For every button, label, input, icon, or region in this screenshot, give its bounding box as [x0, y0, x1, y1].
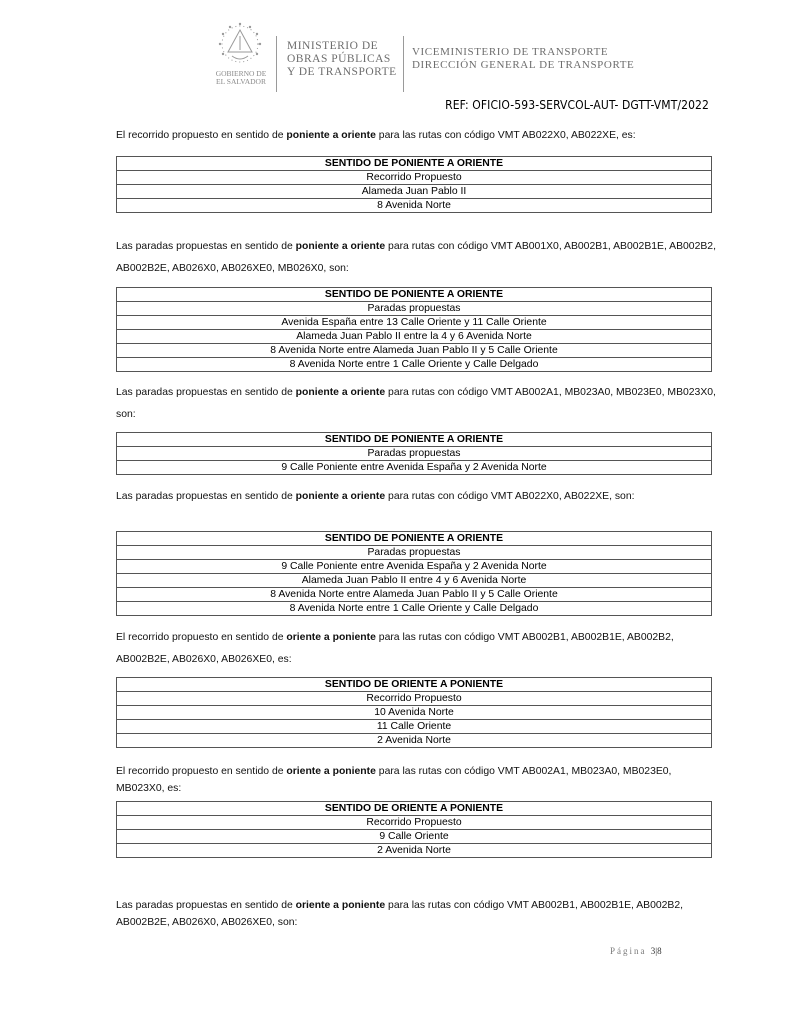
paragraph — [116, 897, 716, 931]
vice-ministry-name — [412, 46, 634, 72]
page-footer — [610, 946, 662, 956]
route-table — [116, 432, 712, 475]
table-row: 2 Avenida Norte — [117, 734, 712, 748]
direction-bold: oriente a poniente — [286, 632, 376, 643]
table-row: Avenida España entre 13 Calle Oriente y 11 Calle Oriente — [117, 316, 712, 330]
direction-bold: oriente a poniente — [286, 766, 376, 777]
route-table — [116, 156, 712, 213]
page-total: 8 — [657, 946, 662, 956]
route-table — [116, 287, 712, 372]
table-row: 2 Avenida Norte — [117, 844, 712, 858]
direction-bold: poniente a oriente — [286, 130, 376, 141]
table-title: SENTIDO DE PONIENTE A ORIENTE — [117, 288, 712, 302]
table-row: Alameda Juan Pablo II — [117, 185, 712, 199]
paragraph-text: para rutas con código VMT AB001X0, AB002B1, AB002B1E, AB002B2, AB002B2E, AB026X0, AB026XE0, MB026X0, son: — [116, 241, 716, 274]
direction-bold: poniente a oriente — [295, 387, 386, 398]
table-title: SENTIDO DE ORIENTE A PONIENTE — [117, 678, 712, 692]
table-row: 9 Calle Poniente entre Avenida España y 2 Avenida Norte — [117, 560, 712, 574]
reference-number: REF: OFICIO-593-SERVCOL-AUT- DGTT-VMT/2022 — [445, 98, 709, 112]
table-row: Recorrido Propuesto — [117, 171, 712, 185]
ministry-line-3: Y DE TRANSPORTE — [287, 66, 397, 78]
national-seal-icon — [212, 16, 268, 72]
table-row: 8 Avenida Norte entre Alameda Juan Pablo II y 5 Calle Oriente — [117, 588, 712, 602]
paragraph-text: para las rutas con código VMT AB002B1, AB002B1E, AB002B2, AB002B2E, AB026X0, AB026XE0, son: — [116, 900, 684, 928]
table-row: 9 Calle Oriente — [117, 830, 712, 844]
vice-line-2: DIRECCIÓN GENERAL DE TRANSPORTE — [412, 59, 635, 71]
paragraph-text: Las paradas propuestas en sentido de — [116, 491, 296, 502]
government-label — [208, 70, 274, 86]
paragraph-text: para las rutas con código VMT AB002B1, AB002B1E, AB002B2, AB002B2E, AB026X0, AB026XE0, es: — [116, 632, 674, 665]
paragraph-text: Las paradas propuestas en sentido de — [116, 241, 296, 252]
table-row: 9 Calle Poniente entre Avenida España y 2 Avenida Norte — [117, 461, 712, 475]
page-separator: | — [655, 946, 658, 956]
header-divider — [403, 36, 404, 92]
paragraph — [116, 486, 716, 508]
table-row: Recorrido Propuesto — [117, 692, 712, 706]
route-table — [116, 801, 712, 858]
letterhead — [0, 0, 791, 100]
table-title: SENTIDO DE ORIENTE A PONIENTE — [117, 802, 712, 816]
table-row: 11 Calle Oriente — [117, 720, 712, 734]
paragraph — [116, 382, 716, 426]
ministry-name — [287, 40, 397, 79]
page-label: Página — [610, 946, 647, 956]
direction-bold: poniente a oriente — [295, 241, 386, 252]
ministry-line-2: OBRAS PÚBLICAS — [287, 53, 391, 65]
table-row: Paradas propuestas — [117, 546, 712, 560]
table-row: Recorrido Propuesto — [117, 816, 712, 830]
table-row: Alameda Juan Pablo II entre la 4 y 6 Avenida Norte — [117, 330, 712, 344]
vice-line-1: VICEMINISTERIO DE TRANSPORTE — [412, 46, 609, 58]
ministry-line-1: MINISTERIO DE — [287, 40, 379, 52]
table-title: SENTIDO DE PONIENTE A ORIENTE — [117, 433, 712, 447]
paragraph-text: para rutas con código VMT AB002A1, MB023A0, MB023E0, MB023X0, son: — [116, 387, 716, 420]
route-table — [116, 531, 712, 616]
paragraph-text: El recorrido propuesto en sentido de — [116, 130, 287, 141]
paragraph-text: Las paradas propuestas en sentido de — [116, 900, 296, 911]
table-row: 8 Avenida Norte entre 1 Calle Oriente y Calle Delgado — [117, 602, 712, 616]
paragraph-text: Las paradas propuestas en sentido de — [116, 387, 296, 398]
paragraph-text: para las rutas con código VMT AB002A1, MB023A0, MB023E0, MB023X0, es: — [116, 766, 672, 794]
paragraph-text: El recorrido propuesto en sentido de — [116, 632, 287, 643]
table-row: 8 Avenida Norte — [117, 199, 712, 213]
gov-line-2: EL SALVADOR — [216, 77, 266, 86]
header-divider — [276, 36, 277, 92]
paragraph — [116, 236, 716, 280]
paragraph-text: El recorrido propuesto en sentido de — [116, 766, 287, 777]
table-row: Paradas propuestas — [117, 447, 712, 461]
gov-line-1: GOBIERNO DE — [215, 69, 267, 78]
table-row: Paradas propuestas — [117, 302, 712, 316]
table-row: 10 Avenida Norte — [117, 706, 712, 720]
direction-bold: poniente a oriente — [295, 491, 386, 502]
paragraph-text: para rutas con código VMT AB022X0, AB022XE, son: — [385, 491, 635, 502]
paragraph-text: para las rutas con código VMT AB022X0, AB022XE, es: — [375, 130, 636, 141]
table-title: SENTIDO DE PONIENTE A ORIENTE — [117, 532, 712, 546]
page-number: 3 — [650, 946, 656, 956]
table-row: Alameda Juan Pablo II entre 4 y 6 Avenida Norte — [117, 574, 712, 588]
table-row: 8 Avenida Norte entre Alameda Juan Pablo II y 5 Calle Oriente — [117, 344, 712, 358]
table-row: 8 Avenida Norte entre 1 Calle Oriente y Calle Delgado — [117, 358, 712, 372]
paragraph — [116, 627, 716, 671]
table-title: SENTIDO DE PONIENTE A ORIENTE — [117, 157, 712, 171]
paragraph — [116, 125, 716, 147]
route-table — [116, 677, 712, 748]
paragraph — [116, 763, 716, 797]
direction-bold: oriente a poniente — [295, 900, 386, 911]
